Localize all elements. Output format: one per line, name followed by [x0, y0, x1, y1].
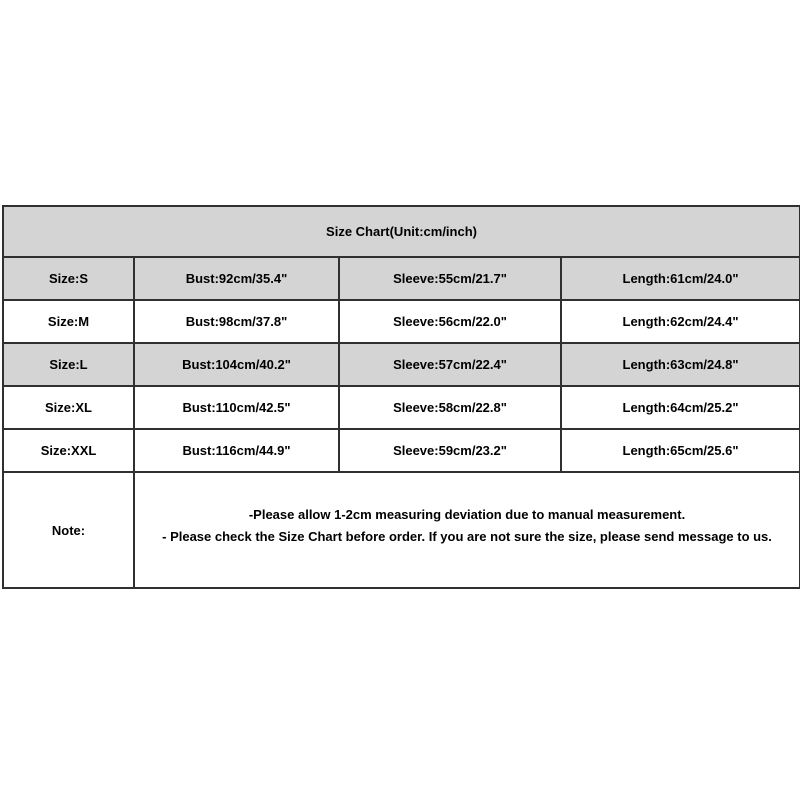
size-chart-table — [2, 205, 800, 589]
sleeve-cell: Sleeve:58cm/22.8" — [339, 386, 561, 429]
title-row — [3, 206, 800, 257]
table-row — [3, 300, 800, 343]
size-cell: Size:L — [3, 343, 134, 386]
size-cell: Size:M — [3, 300, 134, 343]
note-line: -Please allow 1-2cm measuring deviation due to manual measurement. — [248, 507, 686, 522]
table-row — [3, 386, 800, 429]
chart-title: Size Chart(Unit:cm/inch) — [3, 206, 800, 257]
sleeve-cell: Sleeve:57cm/22.4" — [339, 343, 561, 386]
sleeve-cell: Sleeve:55cm/21.7" — [339, 257, 561, 300]
bust-cell: Bust:110cm/42.5" — [134, 386, 339, 429]
bust-cell: Bust:104cm/40.2" — [134, 343, 339, 386]
length-cell: Length:62cm/24.4" — [561, 300, 800, 343]
table-row — [3, 429, 800, 472]
sleeve-cell: Sleeve:59cm/23.2" — [339, 429, 561, 472]
length-cell: Length:63cm/24.8" — [561, 343, 800, 386]
size-cell: Size:XL — [3, 386, 134, 429]
note-body — [134, 472, 800, 588]
length-cell: Length:65cm/25.6" — [561, 429, 800, 472]
bust-cell: Bust:98cm/37.8" — [134, 300, 339, 343]
note-line: - Please check the Size Chart before order. If you are not sure the size, please send message to us. — [162, 529, 772, 544]
bust-cell: Bust:116cm/44.9" — [134, 429, 339, 472]
note-label: Note: — [3, 472, 134, 588]
length-cell: Length:61cm/24.0" — [561, 257, 800, 300]
size-cell: Size:XXL — [3, 429, 134, 472]
bust-cell: Bust:92cm/35.4" — [134, 257, 339, 300]
sleeve-cell: Sleeve:56cm/22.0" — [339, 300, 561, 343]
table-row — [3, 343, 800, 386]
table-row — [3, 257, 800, 300]
size-cell: Size:S — [3, 257, 134, 300]
length-cell: Length:64cm/25.2" — [561, 386, 800, 429]
note-row — [3, 472, 800, 588]
